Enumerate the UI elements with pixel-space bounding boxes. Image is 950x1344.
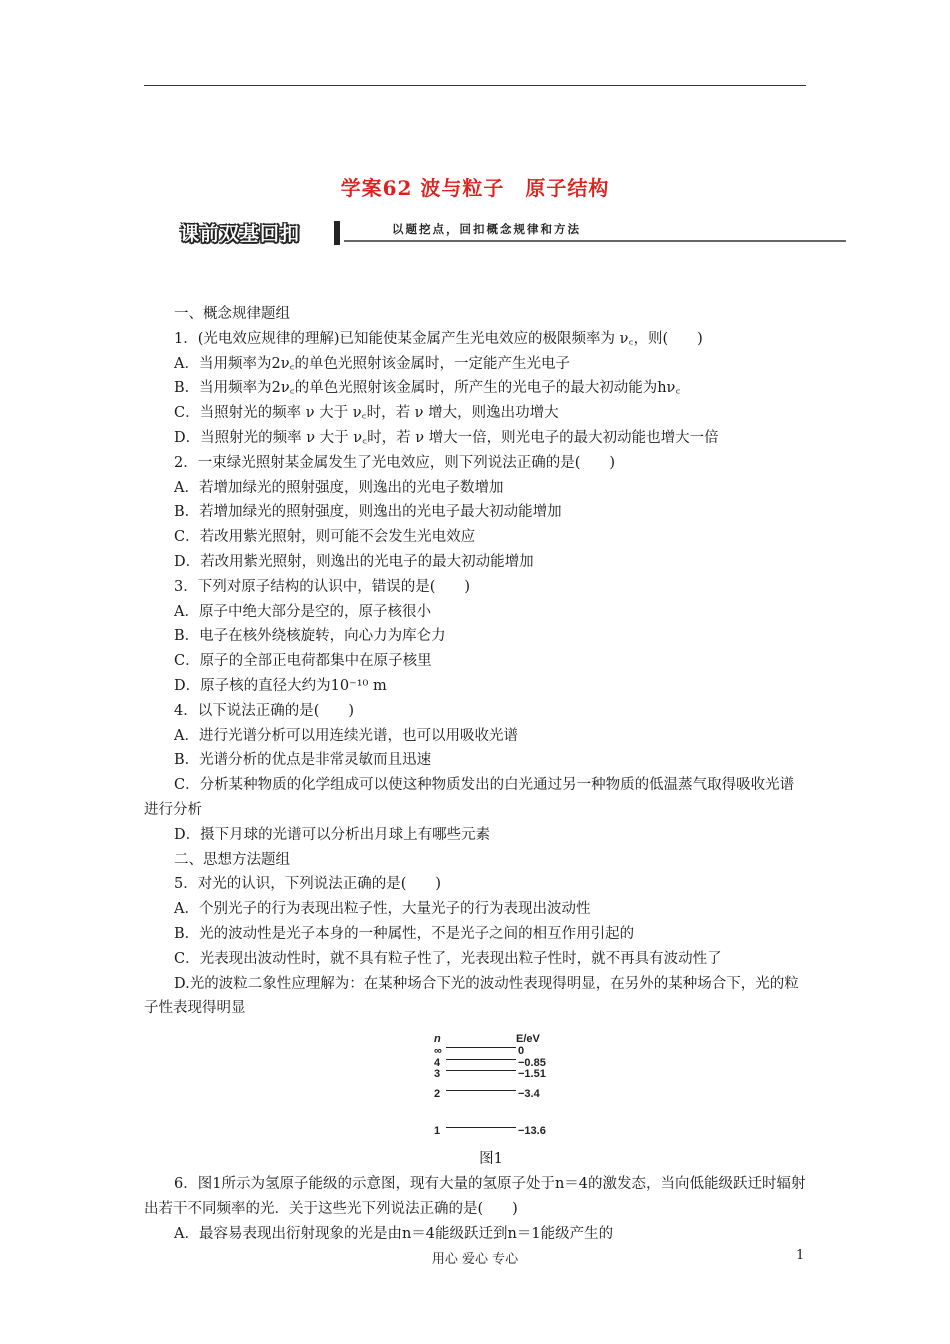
option-line: B．电子在核外绕核旋转，向心力为库仑力	[174, 628, 446, 645]
level-n-label: 3	[434, 1068, 441, 1081]
level-n-label: 4	[434, 1057, 441, 1070]
level-n-label: ∞	[434, 1045, 442, 1058]
page-title: 学案62 波与粒子 原子结构	[340, 176, 610, 200]
level-energy-label: −1.51	[518, 1068, 546, 1081]
option-line: D.光的波粒二象性应理解为：在某种场合下光的波动性表现得明显，在另外的某种场合下，光的粒子性表现得明显	[144, 975, 799, 1017]
option-line: B．若增加绿光的照射强度，则逸出的光电子最大初动能增加	[174, 504, 562, 521]
level-line	[446, 1059, 516, 1060]
energy-axis-header: E/eV	[516, 1033, 540, 1046]
option-line: C．若改用紫光照射，则可能不会发生光电效应	[174, 529, 476, 546]
question-line: 3．下列对原子结构的认识中，错误的是( )	[174, 578, 471, 595]
level-n-label: 2	[434, 1088, 441, 1101]
option-line: A．原子中绝大部分是空的，原子核很小	[174, 603, 431, 620]
option-line: D．原子核的直径大约为10⁻¹⁰ m	[174, 677, 387, 694]
level-n-label: 1	[434, 1125, 441, 1138]
energy-level-diagram	[144, 1027, 808, 1147]
level-line	[446, 1090, 516, 1091]
option-line: C．原子的全部正电荷都集中在原子核里	[174, 653, 432, 670]
header-rule	[144, 85, 806, 86]
banner-line	[344, 240, 846, 242]
section-heading: 一、概念规律题组	[174, 306, 290, 322]
option-line: C．光表现出波动性时，就不具有粒子性了，光表现出粒子性时，就不再具有波动性了	[174, 950, 722, 967]
section-banner	[178, 218, 846, 248]
banner-label: 课前双基回扣	[180, 223, 301, 245]
option-line: A．个别光子的行为表现出粒子性，大量光子的行为表现出波动性	[174, 901, 591, 918]
option-line: A．最容易表现出衍射现象的光是由n＝4能级跃迁到n＝1能级产生的	[174, 1225, 614, 1242]
option-line: C．当照射光的频率 ν 大于 ν꜀时，若 ν 增大，则逸出功增大	[174, 405, 559, 422]
banner-bar	[334, 221, 340, 245]
question-line: 2．一束绿光照射某金属发生了光电效应，则下列说法正确的是( )	[174, 454, 616, 471]
banner-subtitle: 以题挖点，回扣概念规律和方法	[392, 222, 581, 236]
option-line: B．当用频率为2ν꜀的单色光照射该金属时，所产生的光电子的最大初动能为hν꜀	[174, 380, 681, 397]
page-footer: 用心 爱心 专心	[431, 1252, 519, 1267]
page-number: 1	[796, 1248, 805, 1263]
level-energy-label: −0.85	[518, 1057, 546, 1070]
option-line: B．光的波动性是光子本身的一种属性，不是光子之间的相互作用引起的	[174, 925, 635, 942]
option-line: D．若改用紫光照射，则逸出的光电子的最大初动能增加	[174, 553, 534, 570]
question-line: 1．(光电效应规律的理解)已知能使某金属产生光电效应的极限频率为 ν꜀，则( )	[174, 330, 703, 347]
level-energy-label: 0	[518, 1045, 525, 1058]
level-energy-label: −13.6	[518, 1125, 546, 1138]
question-line: 5．对光的认识，下列说法正确的是( )	[174, 876, 442, 893]
question-line: 4．以下说法正确的是( )	[174, 702, 355, 719]
level-line	[446, 1127, 516, 1128]
option-line: C．分析某种物质的化学组成可以使这种物质发出的白光通过另一种物质的低温蒸气取得吸收光谱进行分析	[144, 777, 795, 818]
question-line: 6．图1所示为氢原子能级的示意图，现有大量的氢原子处于n＝4的激发态，当向低能级跃迁时辐射出若干不同频率的光．关于这些光下列说法正确的是( )	[144, 1175, 806, 1217]
option-line: A．进行光谱分析可以用连续光谱，也可以用吸收光谱	[174, 727, 518, 744]
option-line: A．若增加绿光的照射强度，则逸出的光电子数增加	[174, 479, 504, 496]
level-line	[446, 1047, 516, 1048]
option-line: B．光谱分析的优点是非常灵敏而且迅速	[174, 752, 432, 769]
n-axis-header: n	[434, 1033, 441, 1046]
document-body	[144, 302, 808, 1246]
level-line	[446, 1070, 516, 1071]
option-line: A．当用频率为2ν꜀的单色光照射该金属时，一定能产生光电子	[174, 355, 571, 372]
figure-caption: 图1	[479, 1151, 503, 1168]
level-energy-label: −3.4	[518, 1088, 540, 1101]
option-line: D．当照射光的频率 ν 大于 ν꜀时，若 ν 增大一倍，则光电子的最大初动能也增大一倍	[174, 429, 719, 446]
option-line: D．摄下月球的光谱可以分析出月球上有哪些元素	[174, 826, 491, 843]
section-heading: 二、思想方法题组	[174, 851, 290, 868]
